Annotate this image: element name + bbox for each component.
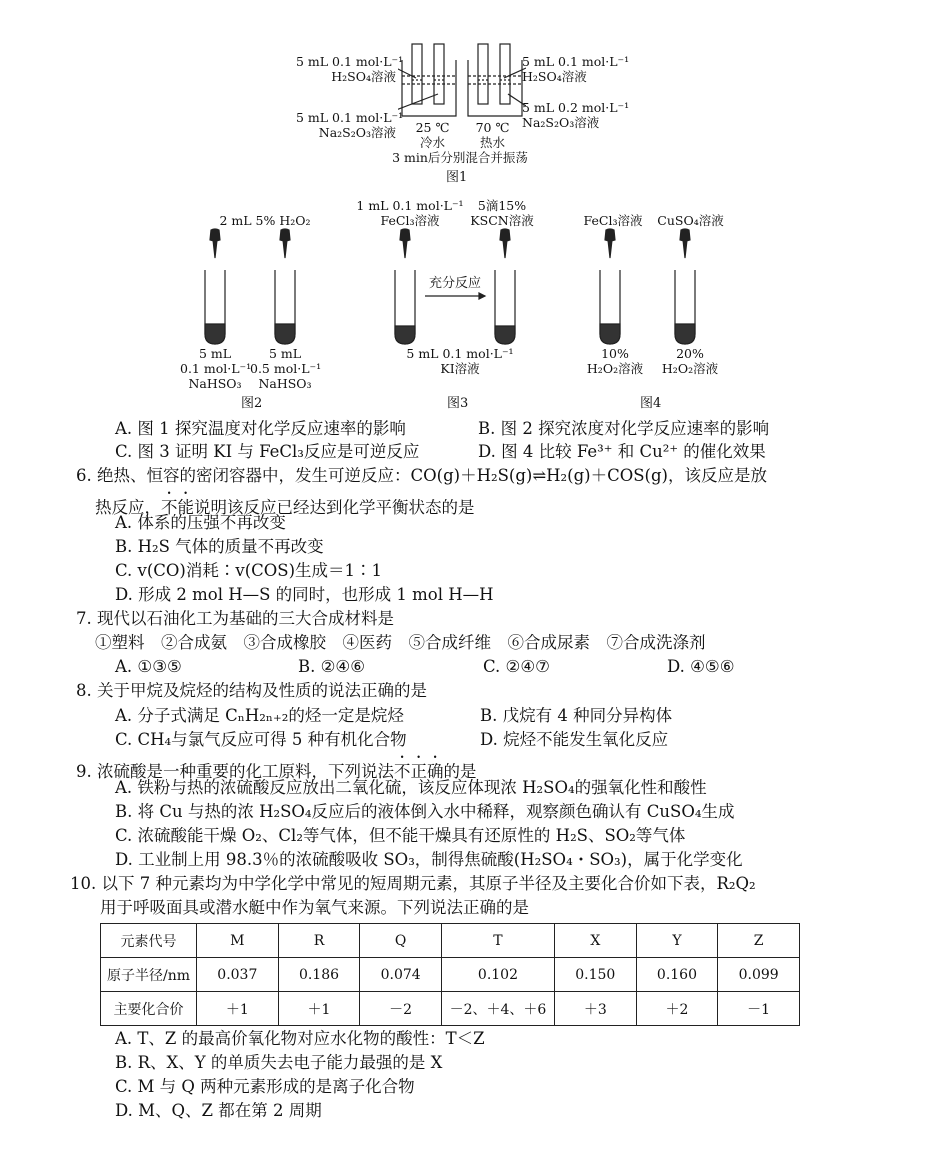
table-cell: 原子半径/nm bbox=[101, 958, 197, 992]
fig3-dropper-right-label: 5滴15% KSCN溶液 bbox=[470, 198, 534, 228]
fig1-beaker-right-label: 70 ℃ 热水 bbox=[475, 120, 510, 150]
table-cell: ＋3 bbox=[554, 992, 636, 1026]
q7-option-b: B. ②④⑥ bbox=[298, 657, 365, 676]
q7-option-a: A. ①③⑤ bbox=[115, 657, 182, 676]
table-cell: 0.037 bbox=[197, 958, 279, 992]
table-cell: 0.160 bbox=[636, 958, 718, 992]
fig4-tubes bbox=[590, 228, 710, 348]
element-table bbox=[100, 923, 800, 1026]
table-row-valence bbox=[101, 992, 800, 1026]
table-cell: 主要化合价 bbox=[101, 992, 197, 1026]
q6-option-c: C. v(CO)消耗∶v(COS)生成＝1∶1 bbox=[115, 561, 383, 580]
q8-option-b: B. 戊烷有 4 种同分异构体 bbox=[480, 706, 673, 725]
q9-option-a: A. 铁粉与热的浓硫酸反应放出二氧化硫，该反应体现浓 H₂SO₄的强氧化性和酸性 bbox=[115, 778, 707, 797]
fig2-caption: 图2 bbox=[241, 396, 263, 411]
q6-stem-text-end: 说明该反应已经达到化学平衡状态的是 bbox=[194, 498, 475, 517]
q6-stem-text: 热反应， bbox=[95, 498, 161, 517]
q9-option-b: B. 将 Cu 与热的浓 H₂SO₄反应后的液体倒入水中稀释，观察颜色确认有 CuSO₄生成 bbox=[115, 802, 735, 821]
q9-stem-text-end: 的是 bbox=[443, 762, 477, 781]
q6-stem-line1: 6. 绝热、恒容的密闭容器中，发生可逆反应：CO(g)＋H₂S(g)⇌H₂(g)＋COS(g)，该反应是放 bbox=[76, 466, 767, 485]
fig1-beaker-left-label: 25 ℃ 冷水 bbox=[415, 120, 450, 150]
table-cell: M bbox=[197, 924, 279, 958]
table-cell: R bbox=[278, 924, 360, 958]
fig3-dropper-left-label: 1 mL 0.1 mol·L⁻¹ FeCl₃溶液 bbox=[356, 198, 464, 228]
q6-option-b: B. H₂S 气体的质量不再改变 bbox=[115, 537, 324, 556]
q9-option-d: D. 工业制上用 98.3％的浓硫酸吸收 SO₃，制得焦硫酸(H₂SO₄・SO₃)，属于化学变化 bbox=[115, 850, 743, 869]
q8-option-a: A. 分子式满足 CₙH₂ₙ₊₂的烃一定是烷烃 bbox=[115, 706, 404, 725]
table-cell: －2、＋4、＋6 bbox=[441, 992, 554, 1026]
q8-option-d: D. 烷烃不能发生氧化反应 bbox=[480, 730, 669, 749]
fig4-caption: 图4 bbox=[640, 396, 662, 411]
table-cell: ＋2 bbox=[636, 992, 718, 1026]
q10-option-d: D. M、Q、Z 都在第 2 周期 bbox=[115, 1101, 322, 1120]
q5-option-d: D. 图 4 比较 Fe³⁺ 和 Cu²⁺ 的催化效果 bbox=[478, 442, 766, 461]
q8-option-c: C. CH₄与氯气反应可得 5 种有机化合物 bbox=[115, 730, 407, 749]
fig3-tube-label: 5 mL 0.1 mol·L⁻¹ KI溶液 bbox=[406, 346, 514, 376]
q7-stem: 7. 现代以石油化工为基础的三大合成材料是 bbox=[76, 609, 394, 628]
q7-items: ①塑料 ②合成氨 ③合成橡胶 ④医药 ⑤合成纤维 ⑥合成尿素 ⑦合成洗涤剂 bbox=[95, 633, 706, 652]
fig1-left-bottom-label: 5 mL 0.1 mol·L⁻¹ Na₂S₂O₃溶液 bbox=[296, 110, 404, 140]
q10-option-a: A. T、Z 的最高价氧化物对应水化物的酸性：T＜Z bbox=[115, 1029, 485, 1048]
table-cell: －1 bbox=[718, 992, 800, 1026]
fig2-dropper-label: 2 mL 5% H₂O₂ bbox=[219, 213, 311, 228]
table-cell: 元素代号 bbox=[101, 924, 197, 958]
fig1-right-top-label: 5 mL 0.1 mol·L⁻¹ H₂SO₄溶液 bbox=[522, 54, 630, 84]
q10-option-c: C. M 与 Q 两种元素形成的是离子化合物 bbox=[115, 1077, 415, 1096]
table-cell: 0.099 bbox=[718, 958, 800, 992]
fig4-tube-left-label: 10% H₂O₂溶液 bbox=[586, 346, 644, 376]
q10-stem-line2: 用于呼吸面具或潜水艇中作为氧气来源。下列说法正确的是 bbox=[100, 898, 529, 917]
fig3-caption: 图3 bbox=[447, 396, 469, 411]
table-row-radius bbox=[101, 958, 800, 992]
q6-stem-emphasis: 不能 bbox=[161, 498, 194, 517]
table-cell: 0.150 bbox=[554, 958, 636, 992]
fig3-arrow-label: 充分反应 bbox=[428, 276, 481, 291]
q5-option-c: C. 图 3 证明 KI 与 FeCl₃反应是可逆反应 bbox=[115, 442, 420, 461]
table-cell: T bbox=[441, 924, 554, 958]
q8-stem: 8. 关于甲烷及烷烃的结构及性质的说法正确的是 bbox=[76, 681, 427, 700]
fig1-left-top-label: 5 mL 0.1 mol·L⁻¹ H₂SO₄溶液 bbox=[296, 54, 404, 84]
fig1-right-bottom-label: 5 mL 0.2 mol·L⁻¹ Na₂S₂O₃溶液 bbox=[522, 100, 630, 130]
fig2-tube-right-label: 5 mL 0.5 mol·L⁻¹ NaHSO₃ bbox=[250, 346, 322, 391]
fig2-tube-left-label: 5 mL 0.1 mol·L⁻¹ NaHSO₃ bbox=[180, 346, 252, 391]
q9-option-c: C. 浓硫酸能干燥 O₂、Cl₂等气体，但不能干燥具有还原性的 H₂S、SO₂等气体 bbox=[115, 826, 686, 845]
fig4-tube-right-label: 20% H₂O₂溶液 bbox=[661, 346, 719, 376]
q5-option-b: B. 图 2 探究浓度对化学反应速率的影响 bbox=[478, 419, 770, 438]
fig1-caption: 图1 bbox=[446, 170, 468, 185]
table-row-header bbox=[101, 924, 800, 958]
table-cell: Z bbox=[718, 924, 800, 958]
table-cell: Y bbox=[636, 924, 718, 958]
q7-option-d: D. ④⑤⑥ bbox=[667, 657, 735, 676]
table-cell: ＋1 bbox=[197, 992, 279, 1026]
q9-stem-emphasis: 不正确 bbox=[394, 762, 444, 781]
table-cell: Q bbox=[360, 924, 442, 958]
q6-option-a: A. 体系的压强不再改变 bbox=[115, 513, 286, 532]
fig4-dropper-right-label: CuSO₄溶液 bbox=[657, 213, 724, 228]
q7-option-c: C. ②④⑦ bbox=[483, 657, 550, 676]
q10-stem-line1: 10. 以下 7 种元素均为中学化学中常见的短周期元素，其原子半径及主要化合价如下表，R₂Q₂ bbox=[70, 874, 756, 893]
table-cell: 0.074 bbox=[360, 958, 442, 992]
table-cell: 0.102 bbox=[441, 958, 554, 992]
table-cell: ＋1 bbox=[278, 992, 360, 1026]
table-cell: 0.186 bbox=[278, 958, 360, 992]
table-cell: X bbox=[554, 924, 636, 958]
fig1-note: 3 min后分别混合并振荡 bbox=[392, 150, 528, 165]
table-cell: －2 bbox=[360, 992, 442, 1026]
fig2-tubes bbox=[195, 228, 325, 348]
q10-option-b: B. R、X、Y 的单质失去电子能力最强的是 X bbox=[115, 1053, 443, 1072]
beakers-diagram bbox=[398, 40, 526, 120]
q5-option-a: A. 图 1 探究温度对化学反应速率的影响 bbox=[115, 419, 406, 438]
q6-option-d: D. 形成 2 mol H—S 的同时，也形成 1 mol H—H bbox=[115, 585, 494, 604]
fig4-dropper-left-label: FeCl₃溶液 bbox=[583, 213, 643, 228]
q9-stem-text: 9. 浓硫酸是一种重要的化工原料，下列说法 bbox=[76, 762, 394, 781]
